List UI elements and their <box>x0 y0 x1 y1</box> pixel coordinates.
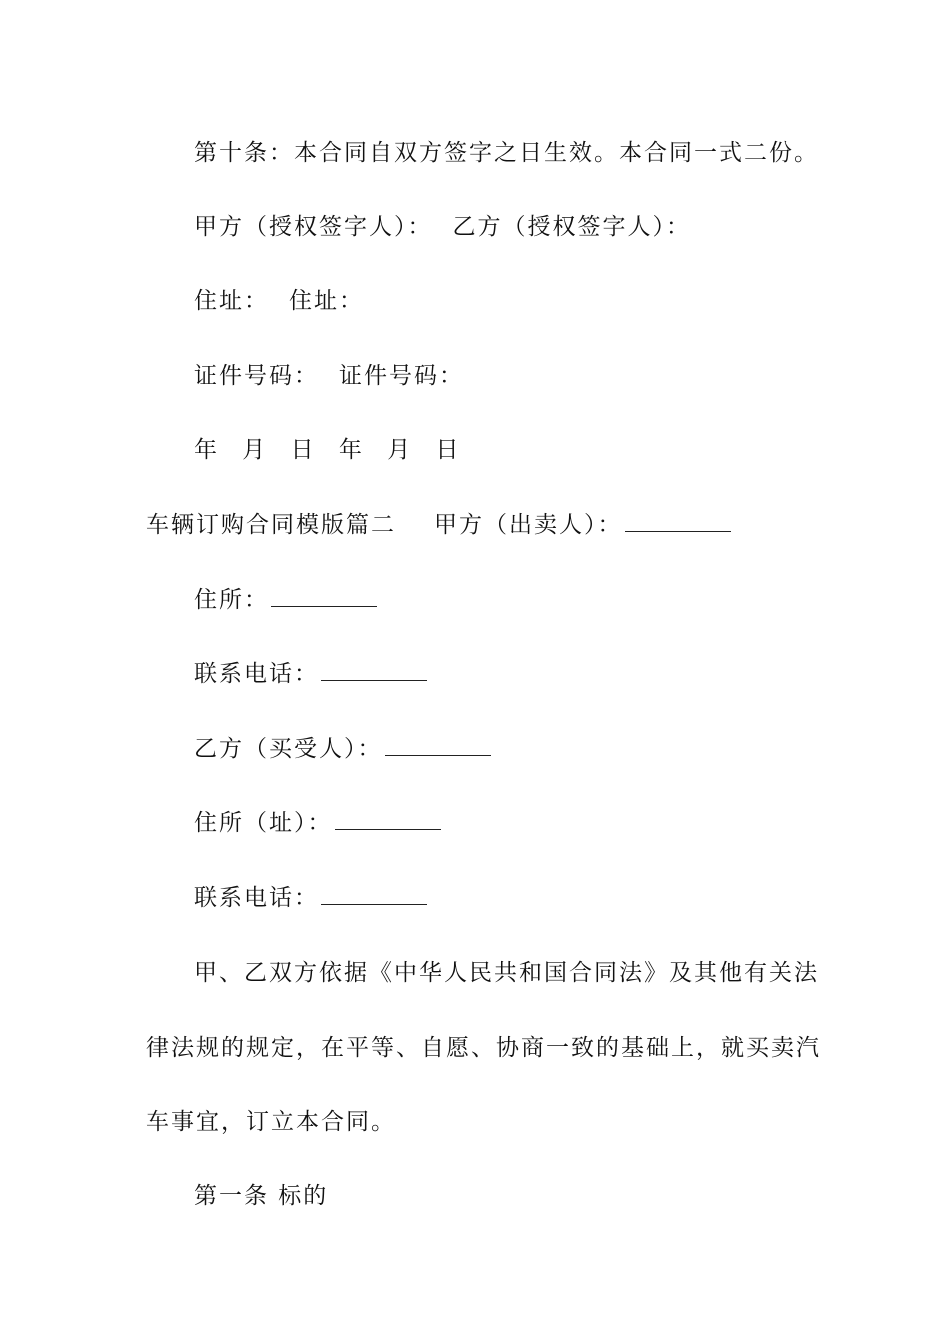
seller-residence-line <box>194 585 377 615</box>
seller-phone-line <box>194 659 427 689</box>
date-line: 年 月 日 年 月 日 <box>194 437 461 463</box>
seller-residence-label: 住所： <box>194 587 269 613</box>
intro-paragraph-line-3: 车事宜，订立本合同。 <box>146 1109 396 1135</box>
id-number-line <box>194 361 464 391</box>
seller-phone-blank <box>321 660 427 681</box>
party-a-signatory-label: 甲方（授权签字人）： <box>194 214 433 240</box>
clause-10: 第十条：本合同自双方签字之日生效。本合同一式二份。 <box>194 140 819 166</box>
buyer-line <box>194 734 491 764</box>
buyer-phone-label: 联系电话： <box>194 885 319 911</box>
party-b-address-label: 住址： <box>289 288 364 314</box>
party-b-id-label: 证件号码： <box>339 363 464 389</box>
buyer-residence-blank <box>335 809 441 830</box>
intro-paragraph-line-2: 律法规的规定，在平等、自愿、协商一致的基础上，就买卖汽 <box>146 1035 821 1061</box>
party-a-address-label: 住址： <box>194 288 269 314</box>
seller-residence-blank <box>271 586 377 607</box>
seller-name-blank <box>625 511 731 532</box>
section-2-title: 车辆订购合同模版篇二 <box>146 512 396 538</box>
seller-label: 甲方（出卖人）： <box>434 512 623 538</box>
party-a-id-label: 证件号码： <box>194 363 319 389</box>
section-2-heading-line <box>146 510 731 540</box>
seller-phone-label: 联系电话： <box>194 661 319 687</box>
buyer-label: 乙方（买受人）： <box>194 736 383 762</box>
signature-line <box>194 212 691 242</box>
clause-1-title: 第一条 标的 <box>194 1183 329 1209</box>
buyer-name-blank <box>385 735 491 756</box>
buyer-phone-blank <box>321 884 427 905</box>
buyer-residence-line <box>194 808 441 838</box>
buyer-phone-line <box>194 883 427 913</box>
buyer-residence-label: 住所（址）： <box>194 810 333 836</box>
party-b-signatory-label: 乙方（授权签字人）： <box>452 214 691 240</box>
address-line <box>194 286 364 316</box>
intro-paragraph-line-1: 甲、乙双方依据《中华人民共和国合同法》及其他有关法 <box>194 960 819 986</box>
